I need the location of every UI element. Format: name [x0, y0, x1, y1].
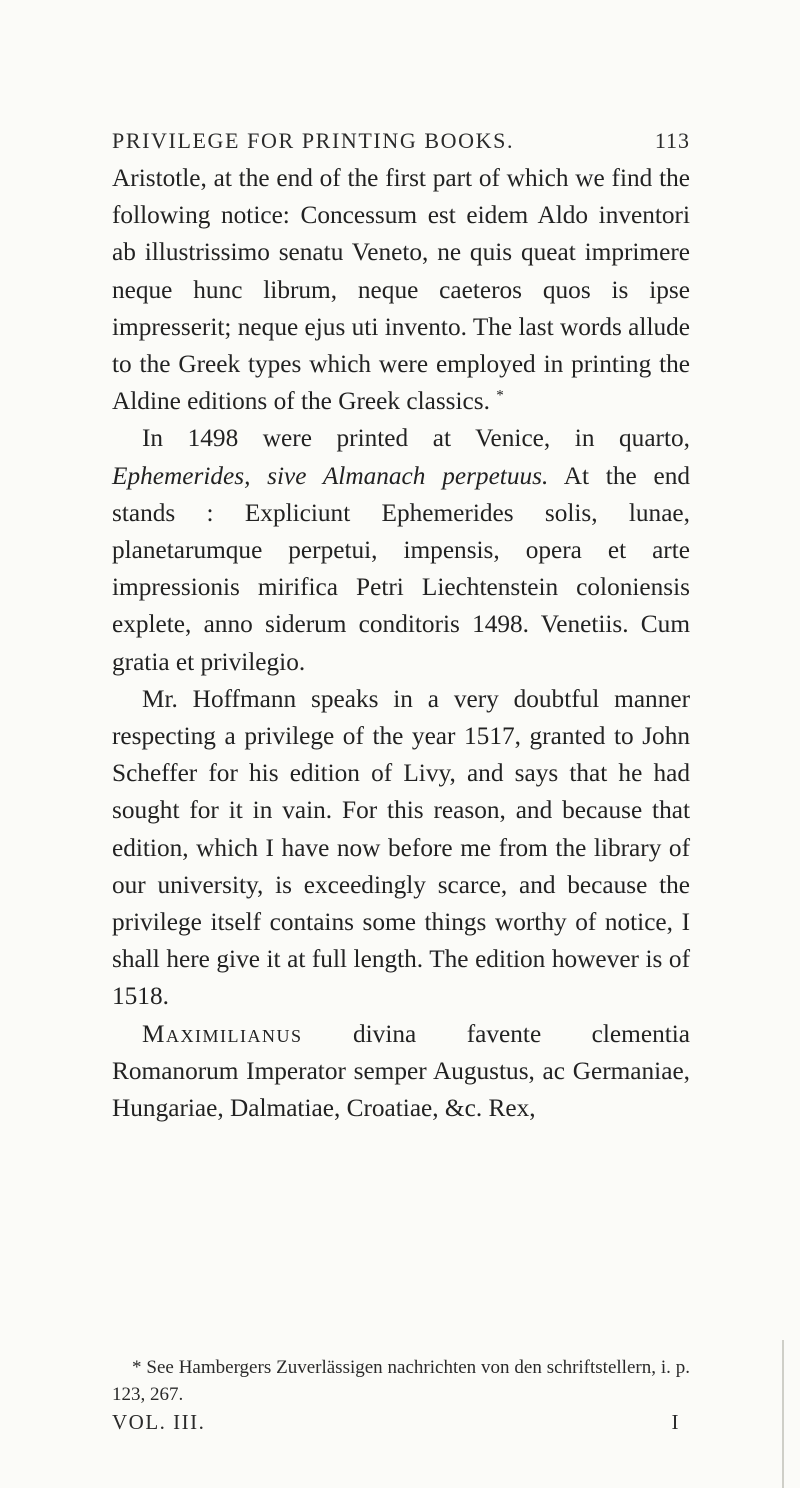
paragraph-maximilianus	[112, 1016, 690, 1128]
paragraph-hoffmann-text: Mr. Hoffmann speaks in a very doubtful manner respecting a privilege of the year 1517, granted to John Scheffer for his edition of Livy, and says that he had sought for it in vain. For this reason, and because that edition, which I have now before me from the library of our university, is exceedingly scarce, and because the privilege itself contains some things worthy of notice, I shall here give it at full length. The edition however is of 1518.	[112, 684, 690, 1011]
signature-line	[112, 1410, 690, 1435]
paragraph-maximilianus-text: divina favente clementia Romanorum Imperator semper Augustus, ac Germaniae, Hungariae, Dalmatiae, Croatiae, &c. Rex,	[112, 1019, 690, 1123]
page-header	[112, 128, 690, 154]
footnote-text: See Hambergers Zuverlässigen nachrichten von den schriftstellern, i. p. 123, 267.	[112, 1357, 691, 1405]
paragraph-ephemerides-intro: In 1498 were printed at Venice, in quarto,	[142, 424, 690, 453]
paragraph-ephemerides	[112, 420, 690, 680]
paragraph-aristotle	[112, 160, 690, 420]
page-edge-shadow	[782, 1340, 784, 1488]
maximilianus-name: Maximilianus	[142, 1019, 303, 1048]
signature-mark: I	[671, 1410, 680, 1434]
footnote	[112, 1354, 690, 1408]
paragraph-hoffmann	[112, 681, 690, 1016]
running-title: PRIVILEGE FOR PRINTING BOOKS.	[112, 128, 515, 153]
volume-label: VOL. III.	[112, 1410, 206, 1434]
footnote-marker: *	[132, 1357, 142, 1378]
paragraph-aristotle-text: Aristotle, at the end of the first part of which we find the following notice: Concessum est eidem Aldo inventori ab illustrissimo senatu Veneto, ne quis queat imprimere neque hunc librum, neque caeteros quos is ipse impresserit; neque ejus uti invento. The last words allude to the Greek types which were employed in printing the Aldine editions of the Greek classics.	[112, 164, 690, 416]
book-title: Ephemerides, sive Almanach perpetuus.	[112, 461, 549, 490]
body-text	[112, 160, 690, 1127]
page-number: 113	[654, 128, 690, 153]
paragraph-ephemerides-rest: At the end stands : Expliciunt Ephemerides solis, lunae, planetarumque perpetui, impensis, opera et arte impressionis mirifica Petri Liechtenstein coloniensis explete, anno siderum conditoris 1498. Venetiis. Cum gratia et privilegio.	[112, 461, 691, 676]
footnote-reference: *	[496, 387, 504, 404]
